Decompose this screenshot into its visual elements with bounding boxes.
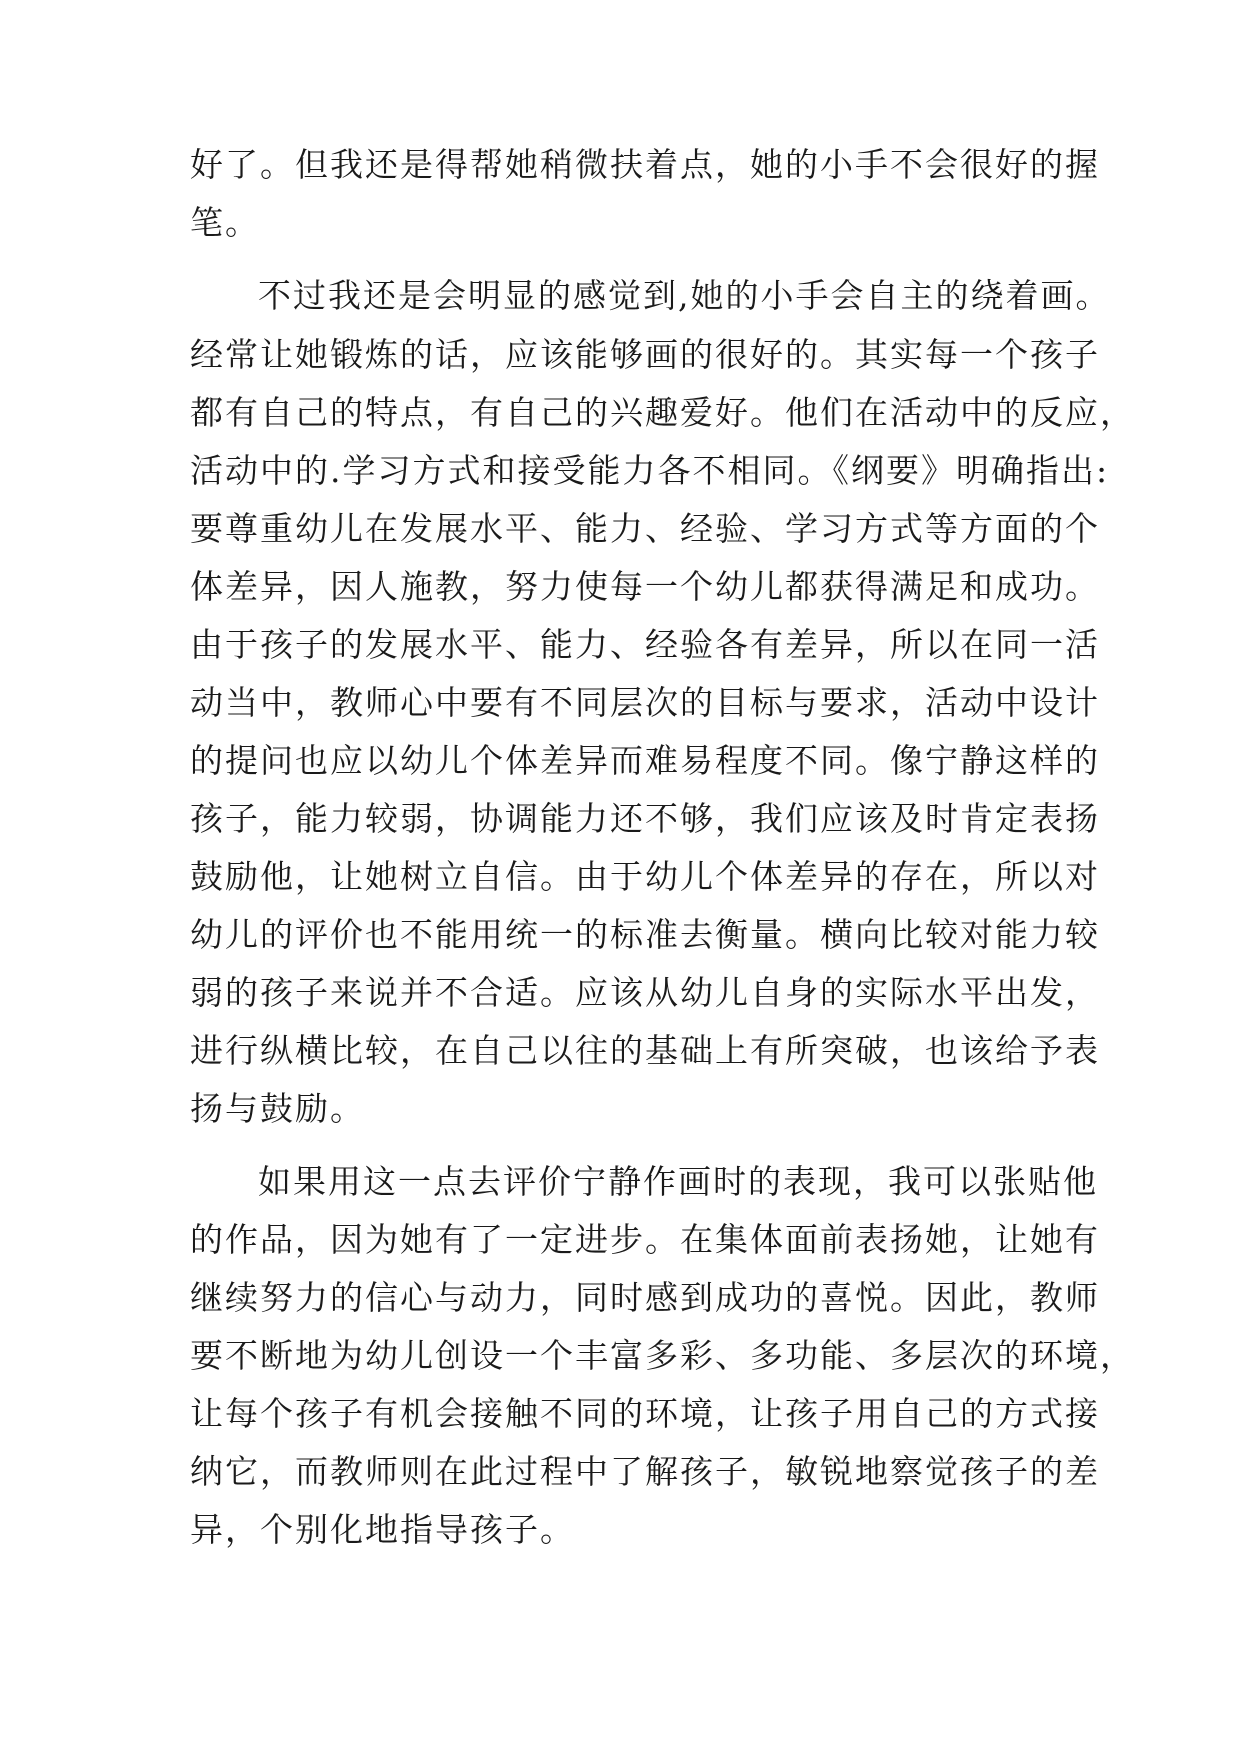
text-line: 经常让她锻炼的话，应该能够画的很好的。其实每一个孩子 bbox=[190, 335, 1100, 374]
text-line: 由于孩子的发展水平、能力、经验各有差异，所以在同一活 bbox=[190, 625, 1100, 664]
text-line: 幼儿的评价也不能用统一的标准去衡量。横向比较对能力较 bbox=[190, 915, 1100, 954]
text-line: 的提问也应以幼儿个体差异而难易程度不同。像宁静这样的 bbox=[190, 741, 1100, 780]
text-line: 继续努力的信心与动力，同时感到成功的喜悦。因此，教师 bbox=[190, 1278, 1100, 1317]
text-line: 的作品，因为她有了一定进步。在集体面前表扬她，让她有 bbox=[190, 1220, 1100, 1259]
text-line: 进行纵横比较，在自己以往的基础上有所突破，也该给予表 bbox=[190, 1031, 1100, 1070]
text-line: 不过我还是会明显的感觉到,她的小手会自主的绕着画。 bbox=[258, 276, 1111, 315]
text-line: 异，个别化地指导孩子。 bbox=[190, 1510, 575, 1549]
text-line: 弱的孩子来说并不合适。应该从幼儿自身的实际水平出发， bbox=[190, 973, 1100, 1012]
text-line: 要尊重幼儿在发展水平、能力、经验、学习方式等方面的个 bbox=[190, 509, 1100, 548]
text-line: 体差异，因人施教，努力使每一个幼儿都获得满足和成功。 bbox=[190, 567, 1100, 606]
text-line: 让每个孩子有机会接触不同的环境，让孩子用自己的方式接 bbox=[190, 1394, 1100, 1433]
text-line: 如果用这一点去评价宁静作画时的表现，我可以张贴他 bbox=[258, 1162, 1098, 1201]
text-line: 动当中，教师心中要有不同层次的目标与要求，活动中设计 bbox=[190, 683, 1100, 722]
text-line: 都有自己的特点，有自己的兴趣爱好。他们在活动中的反应， bbox=[190, 393, 1135, 432]
text-line: 要不断地为幼儿创设一个丰富多彩、多功能、多层次的环境， bbox=[190, 1336, 1135, 1375]
text-line: 纳它，而教师则在此过程中了解孩子，敏锐地察觉孩子的差 bbox=[190, 1452, 1100, 1491]
text-line: 孩子，能力较弱，协调能力还不够，我们应该及时肯定表扬 bbox=[190, 799, 1100, 838]
text-line: 活动中的.学习方式和接受能力各不相同。《纲要》明确指出: bbox=[190, 451, 1110, 490]
text-line: 鼓励他，让她树立自信。由于幼儿个体差异的存在，所以对 bbox=[190, 857, 1100, 896]
text-line: 笔。 bbox=[190, 203, 260, 242]
text-line: 好了。但我还是得帮她稍微扶着点，她的小手不会很好的握 bbox=[190, 145, 1100, 184]
text-line: 扬与鼓励。 bbox=[190, 1089, 365, 1128]
